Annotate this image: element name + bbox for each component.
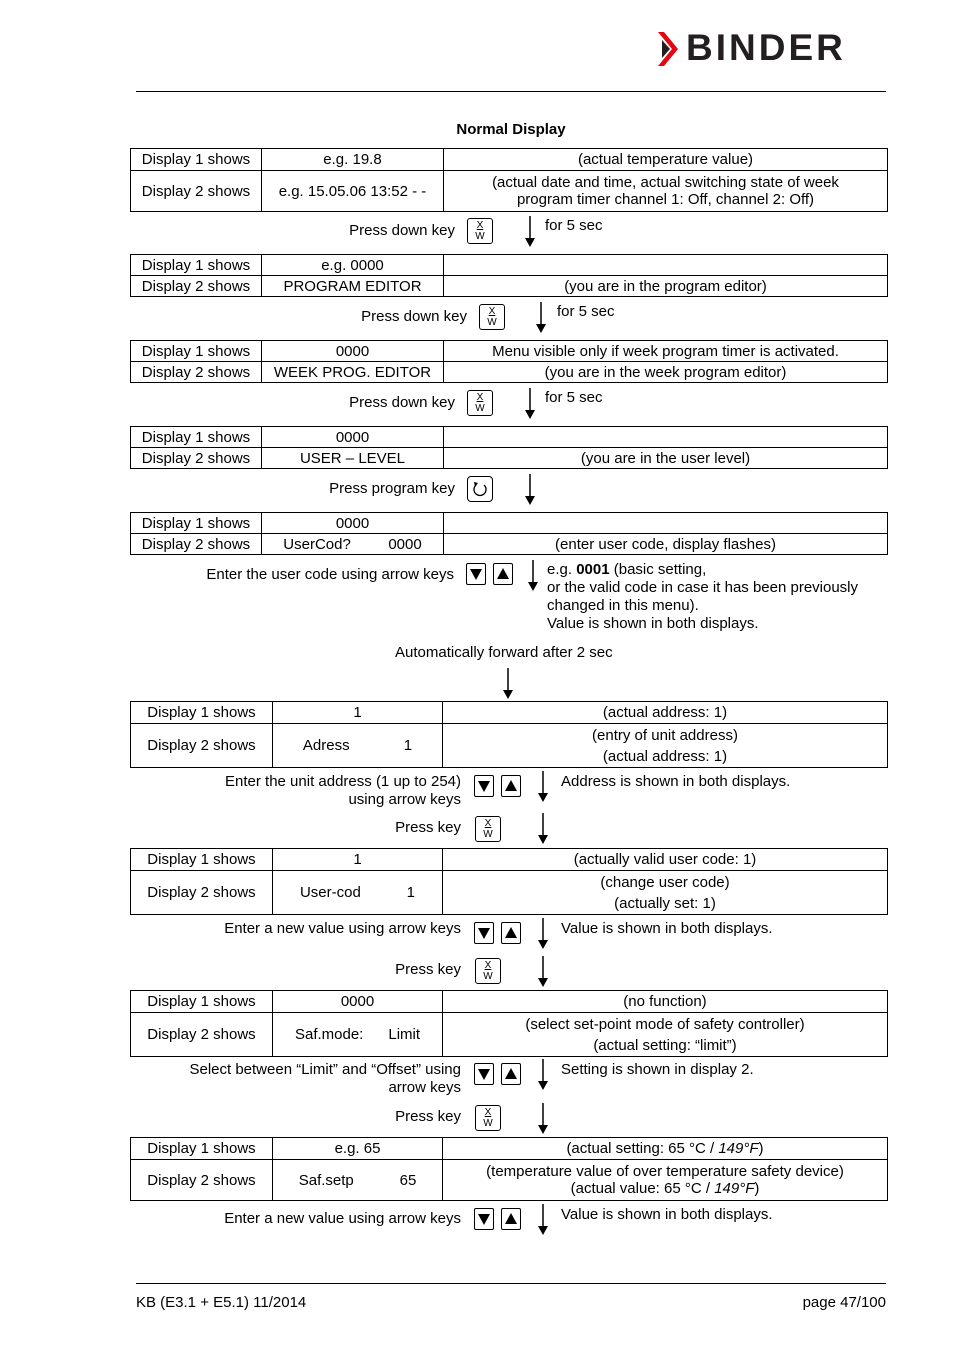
step-text: Press down key xyxy=(349,222,455,239)
cell: Display 2 shows xyxy=(131,276,262,297)
cell xyxy=(444,255,888,276)
footer-doc-id: KB (E3.1 + E5.1) 11/2014 xyxy=(136,1294,307,1311)
arrow-up-key-icon xyxy=(501,775,521,797)
arrow-down-key-icon xyxy=(474,775,494,797)
set-key-icon: X W xyxy=(475,1105,501,1131)
step-text: Enter the user code using arrow keys xyxy=(206,566,454,583)
step-text: Select between “Limit” and “Offset” using arrow keys xyxy=(189,1061,461,1096)
cell: e.g. 15.05.06 13:52 - - xyxy=(262,171,444,212)
step-text: Press down key xyxy=(361,308,467,325)
arrow-up-key-icon xyxy=(501,1208,521,1230)
arrow-down-key-icon xyxy=(474,1208,494,1230)
cell: WEEK PROG. EDITOR xyxy=(262,362,444,383)
cell: Display 1 shows xyxy=(131,849,273,871)
cell: Display 2 shows xyxy=(131,171,262,212)
step-note: for 5 sec xyxy=(557,303,615,320)
arrow-up-key-icon xyxy=(493,563,513,585)
display-table-3 xyxy=(130,340,888,383)
cell xyxy=(444,513,888,534)
cell: Display 2 shows xyxy=(131,871,273,915)
step-text: Enter a new value using arrow keys xyxy=(224,920,461,937)
binder-logo xyxy=(656,27,888,68)
cell: (actual date and time, actual switching state of week program timer channel 1: Off, channel 2: Off) xyxy=(444,171,888,212)
cell: (actual address: 1) xyxy=(443,702,888,724)
cell: (you are in the program editor) xyxy=(444,276,888,297)
cell: 0000 xyxy=(262,513,444,534)
display-table-7 xyxy=(130,848,888,915)
arrow-down-key-icon xyxy=(474,922,494,944)
cell: Display 1 shows xyxy=(131,513,262,534)
cell: e.g. 0000 xyxy=(262,255,444,276)
down-arrow-icon xyxy=(524,388,536,420)
cell: (actual temperature value) xyxy=(444,149,888,171)
cell: Display 1 shows xyxy=(131,149,262,171)
cell: Display 1 shows xyxy=(131,427,262,448)
cell: Display 2 shows xyxy=(131,534,262,555)
arrow-up-key-icon xyxy=(501,1063,521,1085)
cell: e.g. 19.8 xyxy=(262,149,444,171)
cell: Saf.setp 65 xyxy=(273,1160,443,1201)
down-arrow-icon xyxy=(524,216,536,248)
down-arrow-icon xyxy=(537,1204,549,1236)
cell: Display 2 shows xyxy=(131,448,262,469)
display-table-1 xyxy=(130,148,888,212)
step-text: Enter a new value using arrow keys xyxy=(224,1210,461,1227)
cell: Display 1 shows xyxy=(131,702,273,724)
display-table-9 xyxy=(130,1137,888,1201)
display-table-2 xyxy=(130,254,888,297)
arrow-up-key-icon xyxy=(501,922,521,944)
step-text: Press down key xyxy=(349,394,455,411)
cell: (temperature value of over temperature safety device) (actual value: 65 °C / 149°F) xyxy=(443,1160,888,1201)
display-table-5 xyxy=(130,512,888,555)
down-arrow-icon xyxy=(537,956,549,988)
set-key-icon: X W xyxy=(467,218,493,244)
step-text: Press program key xyxy=(329,480,455,497)
set-key-icon: X W xyxy=(479,304,505,330)
step-text: Press key xyxy=(395,1108,461,1125)
cell: 0000 xyxy=(262,427,444,448)
down-arrow-icon xyxy=(537,771,549,803)
set-key-icon: X W xyxy=(475,816,501,842)
logo-mark-icon xyxy=(656,30,684,68)
cell: Adress 1 xyxy=(273,724,443,768)
cell: Display 2 shows xyxy=(131,362,262,383)
cell: USER – LEVEL xyxy=(262,448,444,469)
set-key-icon: X W xyxy=(467,390,493,416)
cell: 1 xyxy=(273,849,443,871)
cell: Saf.mode: Limit xyxy=(273,1013,443,1057)
cell: 0000 xyxy=(273,991,443,1013)
down-arrow-icon xyxy=(537,813,549,845)
step-text: Enter the unit address (1 up to 254) using arrow keys xyxy=(225,773,461,808)
footer-page-number: page 47/100 xyxy=(802,1294,886,1311)
brand-name: BINDER xyxy=(686,27,846,68)
cell: Display 2 shows xyxy=(131,1013,273,1057)
cell: Display 1 shows xyxy=(131,341,262,362)
cell: Display 1 shows xyxy=(131,255,262,276)
down-arrow-icon xyxy=(527,560,539,592)
cell: (actually valid user code: 1) xyxy=(443,849,888,871)
cell xyxy=(444,427,888,448)
cell: (entry of unit address) (actual address: 1) xyxy=(443,724,888,768)
cell: Menu visible only if week program timer is activated. xyxy=(444,341,888,362)
step-note: Address is shown in both displays. xyxy=(561,773,791,790)
cell: PROGRAM EDITOR xyxy=(262,276,444,297)
step-note: e.g. 0001 (basic setting, or the valid code in case it has been previously changed in this menu). Value is shown in both displays. xyxy=(547,561,859,632)
cell: Display 1 shows xyxy=(131,1138,273,1160)
cell: UserCod? 0000 xyxy=(262,534,444,555)
program-key-icon xyxy=(467,476,493,502)
display-table-8 xyxy=(130,990,888,1057)
cell: User-cod 1 xyxy=(273,871,443,915)
step-note: Value is shown in both displays. xyxy=(561,920,773,937)
page-title: Normal Display xyxy=(456,121,566,138)
down-arrow-icon xyxy=(537,1103,549,1135)
cell: 0000 xyxy=(262,341,444,362)
cell: (no function) xyxy=(443,991,888,1013)
step-text: Press key xyxy=(395,961,461,978)
arrow-down-key-icon xyxy=(474,1063,494,1085)
step-note: Value is shown in both displays. xyxy=(561,1206,773,1223)
down-arrow-icon xyxy=(537,1059,549,1091)
display-table-6 xyxy=(130,701,888,768)
down-arrow-icon xyxy=(537,918,549,950)
auto-forward-text: Automatically forward after 2 sec xyxy=(395,644,613,661)
set-key-icon: X W xyxy=(475,958,501,984)
display-table-4 xyxy=(130,426,888,469)
header-divider xyxy=(136,91,886,92)
step-text: Press key xyxy=(395,819,461,836)
cell: Display 1 shows xyxy=(131,991,273,1013)
step-note: for 5 sec xyxy=(545,389,603,406)
cell: Display 2 shows xyxy=(131,724,273,768)
step-note: Setting is shown in display 2. xyxy=(561,1061,754,1078)
down-arrow-icon xyxy=(535,302,547,334)
cell: Display 2 shows xyxy=(131,1160,273,1201)
cell: e.g. 65 xyxy=(273,1138,443,1160)
step-note: for 5 sec xyxy=(545,217,603,234)
cell: (you are in the week program editor) xyxy=(444,362,888,383)
down-arrow-icon xyxy=(524,474,536,506)
cell: (enter user code, display flashes) xyxy=(444,534,888,555)
cell: (select set-point mode of safety controller) (actual setting: “limit”) xyxy=(443,1013,888,1057)
cell: (change user code) (actually set: 1) xyxy=(443,871,888,915)
cell: (actual setting: 65 °C / 149°F) xyxy=(443,1138,888,1160)
down-arrow-icon xyxy=(502,668,514,700)
arrow-down-key-icon xyxy=(466,563,486,585)
footer-divider xyxy=(136,1283,886,1284)
cell: 1 xyxy=(273,702,443,724)
cell: (you are in the user level) xyxy=(444,448,888,469)
